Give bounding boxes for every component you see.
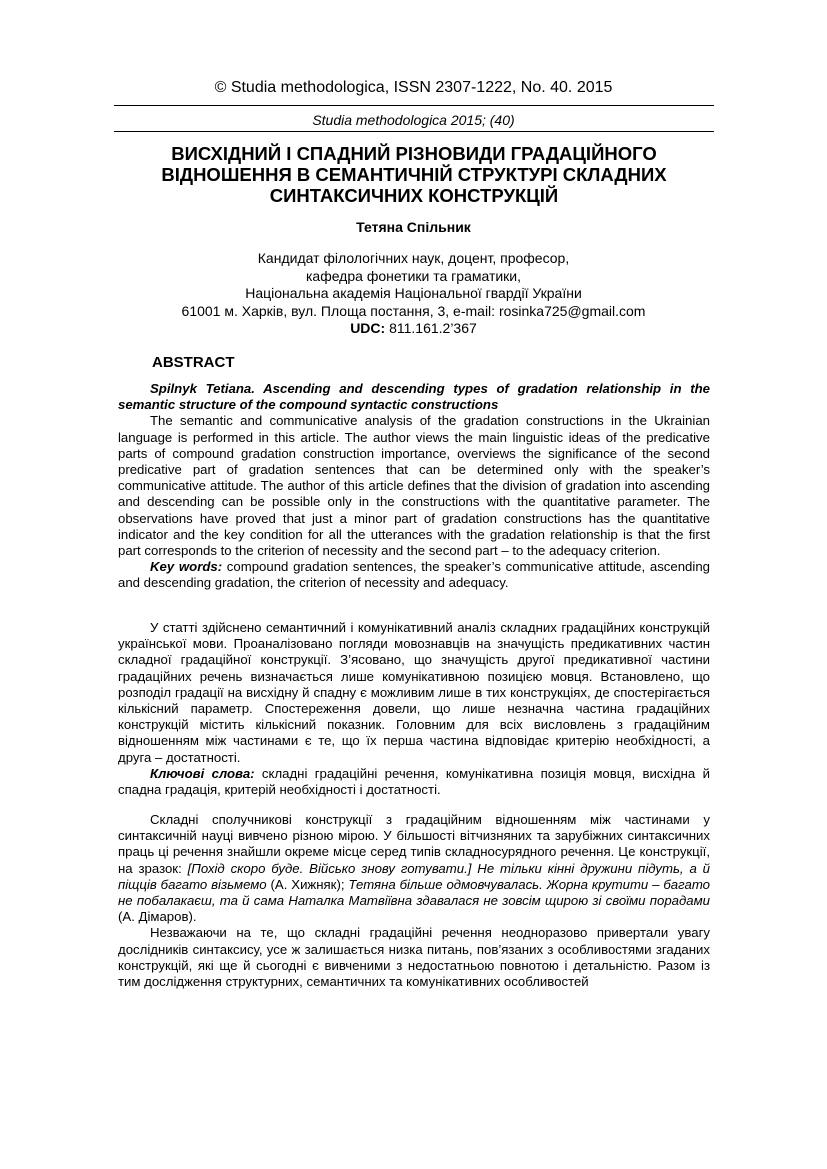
introduction-section <box>118 812 710 990</box>
affiliation-line: кафедра фонетики та граматики, <box>305 267 522 284</box>
intro-paragraph-1 <box>118 812 710 925</box>
copyright-header: © Studia methodologica, ISSN 2307-1222, No. 40. 2015 <box>214 79 613 96</box>
intro-paragraph-2: Незважаючи на те, що складні градаційні речення неодноразово привертали увагу дослідників синтаксису, усе ж залишається низка питань, пов’язаних з особливостями згаданих конструкцій, які ще й сьогодні є вивченими з недостатньою повнотою і детальністю. Разом із тим дослідження структурних, семантичних та комунікативних особливостей <box>118 925 710 990</box>
paper-title <box>114 143 714 206</box>
example-quote: Тетяна більше одмовчувалась. Жорна крутити – багато не побалакаєш, та й сама Наталка Матвіївна здавалася не зовсім щирою зі своїми порадами <box>118 876 710 909</box>
affiliation-line: Національна академія Національної гвардії України <box>245 285 582 301</box>
abstract-text: The semantic and communicative analysis of the gradation constructions in the Ukrainian language is performed in this article. The author views the main linguistic ideas of the predicative parts of compound gradation construction importance, overviews the significance of the second predicative part of gradation sentences that can be determined only with the speaker’s communicative attitude. The author of this article defines that the division of gradation into ascending and descending can be possible only in the constructions with the quantitative parameter. The observations have proved that just a minor part of gradation constructions has the quantitative indicator and the key condition for all the utterances with the gradation relationship is that the first part corresponds to the criterion of necessity and the second part – to the adequacy criterion. <box>118 413 710 559</box>
ua-keywords-line <box>118 766 710 798</box>
title-line: СИНТАКСИЧНИХ КОНСТРУКЦІЙ <box>269 185 559 206</box>
journal-line: Studia methodologica 2015; (40) <box>312 112 515 128</box>
udc-value: 811.161.2’367 <box>385 320 477 336</box>
keywords-line <box>118 559 710 591</box>
keywords-label: Key words: <box>150 559 223 575</box>
udc-label: UDC: <box>350 320 386 336</box>
title-line: ВИСХІДНИЙ І СПАДНИЙ РІЗНОВИДИ ГРАДАЦІЙНОГО <box>171 143 657 164</box>
abstract-heading: ABSTRACT <box>152 354 235 371</box>
affiliation-block <box>0 250 827 338</box>
header-rule-bottom <box>114 131 714 132</box>
example-source: (А. Хижняк); <box>266 876 349 892</box>
example-quote: [Похід скоро буде. Військо знову готувати.] Не тільки кінні дружини підуть, а й піщців багато візьмемо <box>118 860 710 892</box>
keywords-text: compound gradation sentences, the speaker’s communicative attitude, ascending and descending gradation, the criterion of necessity and adequacy. <box>118 559 710 591</box>
example-source: (А. Дімаров). <box>118 909 197 925</box>
ua-keywords-text: складні градаційні речення, комунікативна позиція мовця, висхідна й спадна градація, критерій необхідності і достатності. <box>118 765 710 798</box>
ukrainian-abstract <box>118 620 710 798</box>
affiliation-line: 61001 м. Харків, вул. Площа постання, 3, e-mail: rosinka725@gmail.com <box>181 302 646 319</box>
intro-text: Складні сполучникові конструкції з градаційним відношенням між частинами у синтаксичній науці вивчено різною мірою. У більшості вітчизняних та зарубіжних синтаксичних праць ці речення знайшли окреме місце серед типів складносурядного речення. Це конструкції, на зразок: <box>118 812 710 876</box>
ua-abstract-text: У статті здійснено семантичний і комунікативний аналіз складних градаційних конструкцій української мови. Проаналізовано погляди мовознавців на значущість предикативних частин складної градаційної конструкції. З’ясовано, що значущість другої предикативної частини градаційних речень визначається лише комунікативною позицією мовця. Встановлено, що розподіл градації на висхідну й спадну є можливим лише в тих конструкціях, де спостерігається кількісний параметр. Спостереження довели, що лише незначна частина градаційних конструкцій містить кількісний показник. Головним для всіх висловлень з градаційним відношенням між частинами є те, що їх перша частина відповідає критерію необхідності, а друга – достатності. <box>118 620 710 765</box>
abstract-article-title: Spilnyk Tetiana. Ascending and descending types of gradation relationship in the semantic structure of the compound syntactic constructions <box>118 381 710 413</box>
ua-keywords-label: Ключові слова: <box>150 765 255 781</box>
english-abstract <box>118 381 710 592</box>
abstract-title-line <box>118 381 710 413</box>
author-name: Тетяна Спільник <box>356 219 471 235</box>
affiliation-line: Кандидат філологічних наук, доцент, професор, <box>257 250 570 266</box>
udc-line <box>0 320 827 338</box>
header-rule-top <box>114 105 714 106</box>
title-line: ВІДНОШЕННЯ В СЕМАНТИЧНІЙ СТРУКТУРІ СКЛАДНИХ <box>161 164 667 185</box>
